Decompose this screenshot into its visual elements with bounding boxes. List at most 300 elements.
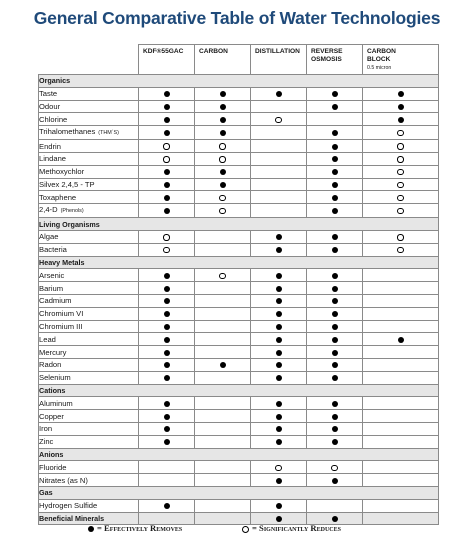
filled-circle-icon [332,234,338,240]
contaminant-name: Fluoride [39,462,67,472]
table-cell [363,307,439,320]
open-circle-icon [163,247,169,253]
filled-circle-icon [332,375,338,381]
table-cell [139,294,195,307]
filled-circle-icon [332,144,338,150]
filled-circle-icon [164,91,170,97]
filled-circle-icon [220,182,226,188]
table-cell [251,474,307,487]
table-cell [251,152,307,165]
table-cell [139,422,195,435]
table-cell [251,499,307,512]
table-cell [307,87,363,100]
filled-circle-icon [276,414,282,420]
category-label: Living Organisms [39,218,439,231]
contaminant-note: (Phenols) [60,208,84,215]
open-circle-icon [219,208,225,214]
contaminant-name: Hydrogen Sulfide [39,501,98,511]
table-cell [307,422,363,435]
open-circle-icon [397,195,403,201]
table-cell [251,269,307,282]
contaminant-name-cell [39,435,139,448]
contaminant-name-cell [39,371,139,384]
table-cell [363,230,439,243]
filled-circle-icon [164,311,170,317]
table-cell [363,113,439,126]
filled-circle-icon [398,104,404,110]
table-cell [195,126,251,140]
table-cell [307,204,363,218]
table-cell [307,282,363,295]
category-row [39,448,439,461]
table-cell [363,152,439,165]
open-circle-icon [163,143,169,149]
contaminant-name-cell [39,178,139,191]
filled-circle-icon [332,350,338,356]
category-row [39,75,439,88]
filled-circle-icon [164,362,170,368]
contaminant-name: Algae [39,232,59,242]
filled-circle-icon [164,375,170,381]
table-cell [251,126,307,140]
table-cell [307,320,363,333]
table-cell [363,191,439,204]
filled-circle-icon [164,273,170,279]
contaminant-name-cell [39,113,139,126]
table-row [39,307,439,320]
filled-circle-icon [276,350,282,356]
filled-circle-icon [220,362,226,368]
contaminant-name-cell [39,422,139,435]
filled-circle-icon [276,362,282,368]
contaminant-name: Methoxychlor [39,167,85,177]
table-cell [251,410,307,423]
table-cell [139,140,195,153]
table-cell [139,320,195,333]
table-row [39,230,439,243]
table-cell [251,204,307,218]
filled-circle-icon [220,117,226,123]
open-circle-icon [275,465,281,471]
table-cell [363,243,439,256]
filled-circle-icon [164,401,170,407]
filled-circle-icon [276,298,282,304]
column-header-distillation: DISTILLATION [251,45,307,75]
filled-circle-icon [398,91,404,97]
open-circle-icon [397,143,403,149]
contaminant-name: Chromium III [39,321,83,331]
table-cell [195,269,251,282]
table-cell [195,100,251,113]
contaminant-name: Aluminum [39,398,73,408]
contaminant-name-cell [39,346,139,359]
filled-circle-icon [276,234,282,240]
filled-circle-icon [332,182,338,188]
table-cell [139,435,195,448]
contaminant-name-cell [39,499,139,512]
table-cell [139,461,195,474]
table-cell [195,333,251,346]
table-cell [307,371,363,384]
table-cell [195,474,251,487]
filled-circle-icon [332,324,338,330]
column-subheader-micron: 0.5 micron [367,65,392,71]
open-circle-icon [219,273,225,279]
column-header-carbon: CARBON [195,45,251,75]
filled-circle-icon [164,130,170,136]
contaminant-name: Toxaphene [39,192,77,202]
category-label: Beneficial Minerals [39,512,139,525]
table-row [39,204,439,218]
table-cell [307,165,363,178]
category-label: Cations [39,384,439,397]
contaminant-name-cell [39,152,139,165]
filled-circle-icon [332,478,338,484]
category-row [39,486,439,499]
table-cell [195,358,251,371]
table-cell [139,358,195,371]
table-cell [195,178,251,191]
table-cell [363,333,439,346]
table-cell [307,333,363,346]
table-cell [139,371,195,384]
table-cell [307,230,363,243]
legend-significant: = Significantly Reduces [242,523,341,533]
category-label: Anions [39,448,439,461]
table-cell [139,307,195,320]
table-cell [139,474,195,487]
filled-circle-icon [332,169,338,175]
table-cell [363,346,439,359]
contaminant-name: Iron [39,424,53,434]
contaminant-name-cell [39,333,139,346]
filled-circle-icon [276,516,282,522]
open-circle-icon [397,169,403,175]
open-circle-icon [397,130,403,136]
filled-circle-icon [276,503,282,509]
table-cell [251,243,307,256]
table-body [39,75,439,525]
table-cell [307,435,363,448]
header-blank-cell [39,45,139,75]
filled-circle-icon [164,286,170,292]
category-row [39,256,439,269]
table-row [39,435,439,448]
contaminant-name-cell [39,294,139,307]
contaminant-name-cell [39,410,139,423]
table-row [39,269,439,282]
contaminant-name: Zinc [39,437,54,447]
table-cell [307,126,363,140]
table-cell [251,140,307,153]
contaminant-name-cell [39,320,139,333]
contaminant-name-cell [39,165,139,178]
contaminant-name: 2,4-D [39,205,58,215]
column-header-carbon-block: CARBON BLOCK 0.5 micron [363,45,439,75]
table-cell [139,282,195,295]
open-circle-icon [242,526,249,533]
filled-circle-icon [164,426,170,432]
contaminant-name-cell [39,204,139,218]
table-cell [195,371,251,384]
table-row [39,333,439,346]
table-cell [363,294,439,307]
contaminant-name: Endrin [39,141,61,151]
table-cell [251,191,307,204]
table-cell [195,346,251,359]
table-cell [307,294,363,307]
filled-circle-icon [276,439,282,445]
table-cell [139,243,195,256]
table-cell [251,165,307,178]
filled-circle-icon [164,324,170,330]
filled-circle-icon [276,91,282,97]
table-cell [251,435,307,448]
table-cell [251,346,307,359]
table-row [39,397,439,410]
filled-circle-icon [88,526,94,532]
filled-circle-icon [276,311,282,317]
table-cell [307,307,363,320]
table-cell [363,100,439,113]
contaminant-name-cell [39,282,139,295]
table-cell [363,358,439,371]
filled-circle-icon [164,414,170,420]
table-cell [363,474,439,487]
filled-circle-icon [276,273,282,279]
table-cell [139,113,195,126]
contaminant-name: Arsenic [39,270,65,280]
table-cell [195,435,251,448]
table-cell [363,126,439,140]
table-cell [307,178,363,191]
filled-circle-icon [332,91,338,97]
open-circle-icon [397,208,403,214]
table-cell [251,230,307,243]
filled-circle-icon [332,247,338,253]
contaminant-name: Radon [39,360,62,370]
table-row [39,371,439,384]
table-cell [195,140,251,153]
table-cell [139,499,195,512]
table-cell [251,87,307,100]
table-cell [307,140,363,153]
table-cell [195,422,251,435]
table-cell [363,422,439,435]
filled-circle-icon [398,117,404,123]
comparison-table [38,44,439,525]
contaminant-name-cell [39,243,139,256]
table-cell [307,113,363,126]
filled-circle-icon [332,130,338,136]
table-cell [139,230,195,243]
table-row [39,474,439,487]
filled-circle-icon [332,195,338,201]
table-cell [139,269,195,282]
table-cell [363,269,439,282]
table-cell [251,100,307,113]
table-row [39,165,439,178]
table-cell [195,165,251,178]
table-cell [363,282,439,295]
filled-circle-icon [164,439,170,445]
table-row [39,358,439,371]
contaminant-name: Selenium [39,373,71,383]
table-cell [251,113,307,126]
filled-circle-icon [164,208,170,214]
table-cell [195,243,251,256]
contaminant-name: Chromium VI [39,309,84,319]
table-cell [363,435,439,448]
table-cell [363,371,439,384]
table-cell [363,499,439,512]
filled-circle-icon [332,439,338,445]
contaminant-name-cell [39,191,139,204]
table-cell [251,397,307,410]
category-row [39,384,439,397]
filled-circle-icon [276,375,282,381]
table-row [39,282,439,295]
contaminant-name-cell [39,461,139,474]
table-cell [139,410,195,423]
table-cell [363,140,439,153]
filled-circle-icon [164,169,170,175]
table-cell [139,100,195,113]
table-cell [251,461,307,474]
table-cell [307,461,363,474]
table-cell [139,126,195,140]
table-cell [307,152,363,165]
contaminant-name-cell [39,100,139,113]
filled-circle-icon [220,130,226,136]
open-circle-icon [219,195,225,201]
filled-circle-icon [332,273,338,279]
contaminant-name-cell [39,307,139,320]
contaminant-name-cell [39,397,139,410]
contaminant-note: (THM´S) [98,130,119,137]
table-row [39,152,439,165]
contaminant-name: Mercury [39,347,67,357]
open-circle-icon [397,247,403,253]
category-row [39,218,439,231]
filled-circle-icon [164,350,170,356]
column-header-reverse-osmosis: REVERSE OSMOSIS [307,45,363,75]
open-circle-icon [397,234,403,240]
table-cell [195,230,251,243]
filled-circle-icon [276,401,282,407]
contaminant-name: Odour [39,101,61,111]
table-cell [363,397,439,410]
table-cell [307,191,363,204]
filled-circle-icon [332,298,338,304]
table-cell [251,422,307,435]
filled-circle-icon [164,104,170,110]
legend-effective: = Effectively Removes [88,523,182,533]
contaminant-name: Bacteria [39,245,67,255]
table-cell [307,397,363,410]
filled-circle-icon [220,91,226,97]
table-cell [251,371,307,384]
table-row [39,140,439,153]
table-cell [139,333,195,346]
table-cell [195,461,251,474]
filled-circle-icon [398,337,404,343]
table-cell [195,410,251,423]
filled-circle-icon [276,337,282,343]
filled-circle-icon [332,311,338,317]
table-cell [139,87,195,100]
table-cell [251,307,307,320]
filled-circle-icon [164,503,170,509]
table-cell [139,397,195,410]
table-cell [195,307,251,320]
filled-circle-icon [276,426,282,432]
contaminant-name: Trihalomethanes [39,127,96,137]
contaminant-name: Barium [39,283,64,293]
table-row [39,294,439,307]
filled-circle-icon [164,182,170,188]
table-cell [363,512,439,525]
filled-circle-icon [332,362,338,368]
category-label: Heavy Metals [39,256,439,269]
table-cell [195,320,251,333]
filled-circle-icon [164,298,170,304]
filled-circle-icon [164,117,170,123]
table-row [39,346,439,359]
table-cell [139,152,195,165]
table-cell [363,461,439,474]
open-circle-icon [163,156,169,162]
filled-circle-icon [332,104,338,110]
open-circle-icon [163,234,169,240]
contaminant-name-cell [39,474,139,487]
table-row [39,320,439,333]
table-row [39,410,439,423]
table-cell [363,410,439,423]
table-cell [251,282,307,295]
table-cell [251,178,307,191]
table-header-row [39,45,439,75]
category-label: Organics [39,75,439,88]
filled-circle-icon [220,104,226,110]
filled-circle-icon [332,516,338,522]
filled-circle-icon [332,337,338,343]
table-cell [307,269,363,282]
table-cell [251,333,307,346]
contaminant-name: Taste [39,89,58,99]
contaminant-name-cell [39,230,139,243]
table-cell [363,320,439,333]
contaminant-name: Chlorine [39,114,68,124]
contaminant-name: Lindane [39,154,67,164]
open-circle-icon [219,143,225,149]
filled-circle-icon [332,208,338,214]
open-circle-icon [397,156,403,162]
table-cell [251,358,307,371]
contaminant-name-cell [39,358,139,371]
table-row [39,499,439,512]
column-header-kdf: KDF®55GAC [139,45,195,75]
filled-circle-icon [276,478,282,484]
table-cell [363,178,439,191]
table-row [39,100,439,113]
filled-circle-icon [276,286,282,292]
table-cell [251,294,307,307]
table-cell [363,204,439,218]
table-cell [307,100,363,113]
table-cell [195,294,251,307]
open-circle-icon [219,156,225,162]
